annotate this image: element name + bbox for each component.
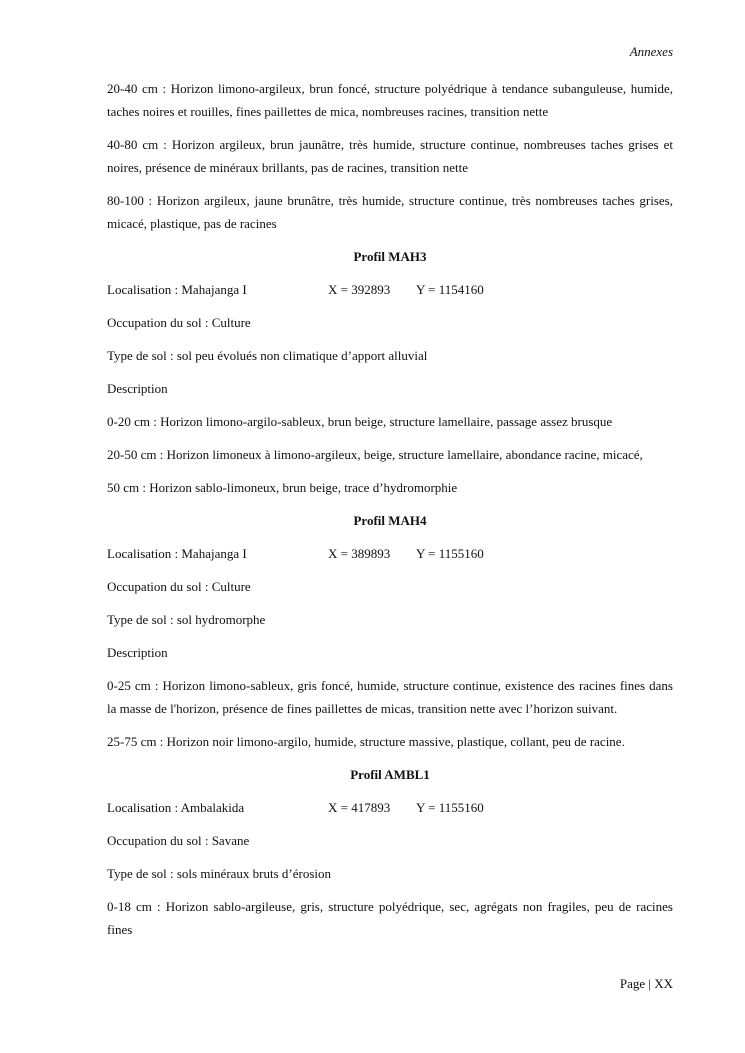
paragraph: Occupation du sol : Culture bbox=[107, 315, 251, 330]
paragraph: Type de sol : sols minéraux bruts d’érosion bbox=[107, 866, 332, 881]
paragraph: 20-40 cm : Horizon limono-argileux, brun foncé, structure polyédrique à tendance subanguleuse, humide, taches noires et rouilles, fines paillettes de mica, nombreuses racines, transition nette bbox=[107, 81, 673, 119]
paragraph: Description bbox=[107, 645, 168, 660]
paragraph: Occupation du sol : Savane bbox=[107, 833, 250, 848]
coordinate-y: Y = 1155160 bbox=[416, 800, 484, 815]
section-heading: Profil AMBL1 bbox=[350, 767, 430, 782]
paragraph: Type de sol : sol peu évolués non climatique d’apport alluvial bbox=[107, 348, 428, 363]
paragraph: Description bbox=[107, 381, 168, 396]
location-line bbox=[107, 278, 673, 301]
paragraph: 0-18 cm : Horizon sablo-argileuse, gris, structure polyédrique, sec, agrégats non fragiles, peu de racines fines bbox=[107, 899, 673, 937]
coordinate-x: X = 389893 bbox=[328, 546, 391, 561]
paragraph: Type de sol : sol hydromorphe bbox=[107, 612, 266, 627]
section-heading: Profil MAH4 bbox=[353, 513, 427, 528]
running-header: Annexes bbox=[629, 44, 673, 59]
location-line bbox=[107, 796, 673, 819]
paragraph: 25-75 cm : Horizon noir limono-argilo, humide, structure massive, plastique, collant, peu de racine. bbox=[107, 734, 625, 749]
coordinate-x: X = 417893 bbox=[328, 800, 391, 815]
paragraph: 0-25 cm : Horizon limono-sableux, gris foncé, humide, structure continue, existence des racines fines dans la masse de l'horizon, présence de fines paillettes de micas, transition nette avec l’horizon suivant. bbox=[107, 678, 673, 716]
coordinate-y: Y = 1154160 bbox=[416, 282, 484, 297]
section-heading: Profil MAH3 bbox=[353, 249, 427, 264]
location-line bbox=[107, 542, 673, 565]
coordinate-x: X = 392893 bbox=[328, 282, 391, 297]
location-label: Localisation : Ambalakida bbox=[107, 800, 245, 815]
paragraph: 50 cm : Horizon sablo-limoneux, brun beige, trace d’hydromorphie bbox=[107, 480, 458, 495]
page-number: Page | XX bbox=[619, 976, 673, 991]
coordinate-y: Y = 1155160 bbox=[416, 546, 484, 561]
paragraph: 0-20 cm : Horizon limono-argilo-sableux, brun beige, structure lamellaire, passage assez brusque bbox=[107, 414, 613, 429]
location-label: Localisation : Mahajanga I bbox=[107, 282, 247, 297]
document-body bbox=[107, 77, 673, 951]
paragraph: Occupation du sol : Culture bbox=[107, 579, 251, 594]
paragraph: 40-80 cm : Horizon argileux, brun jaunâtre, très humide, structure continue, nombreuses taches grises et noires, présence de minéraux brillants, pas de racines, transition nette bbox=[107, 137, 673, 175]
location-label: Localisation : Mahajanga I bbox=[107, 546, 247, 561]
paragraph: 80-100 : Horizon argileux, jaune brunâtre, très humide, structure continue, très nombreuses taches grises, micacé, plastique, pas de racines bbox=[107, 193, 673, 231]
paragraph: 20-50 cm : Horizon limoneux à limono-argileux, beige, structure lamellaire, abondance racine, micacé, bbox=[107, 447, 643, 462]
